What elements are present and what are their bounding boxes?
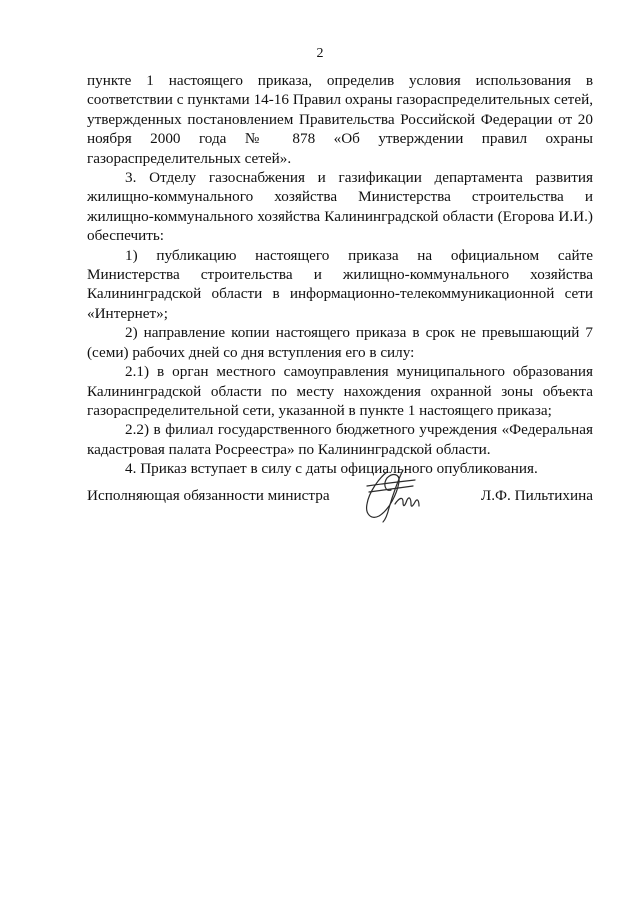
paragraph-subitem-2: 2) направление копии настоящего приказа в срок не превышающий 7 (семи) рабочих дней со дня вступления его в силу: xyxy=(87,324,593,361)
paragraph-continuation: пункте 1 настоящего приказа, определив условия использования в соответствии с пунктами 14-16 Правил охраны газораспределительных сетей, утвержденных постановлением Правительства Российской Федерации от 20 ноября 2000 года № 878 «Об утверждении правил охраны газораспределительных сетей». xyxy=(87,72,593,167)
page-number: 2 xyxy=(316,46,324,61)
paragraph-subitem-1: 1) публикацию настоящего приказа на официальном сайте Министерства строительства и жилищно-коммунального хозяйства Калининградской области в информационно-телекоммуникационной сети «Интернет»; xyxy=(87,246,593,322)
paragraph-item-3: 3. Отделу газоснабжения и газификации департамента развития жилищно-коммунального хозяйства Министерства строительства и жилищно-коммунального хозяйства Калининградской области (Егорова И.И.) обеспечить: xyxy=(87,169,593,245)
signatory-title: Исполняющая обязанности министра xyxy=(87,487,330,504)
paragraph-item-4: 4. Приказ вступает в силу с даты официального опубликования. xyxy=(125,460,538,478)
signatory-name: Л.Ф. Пильтихина xyxy=(480,487,593,504)
signature-block xyxy=(87,464,593,534)
handwritten-signature xyxy=(359,464,425,526)
document-body xyxy=(87,71,593,479)
paragraph-subitem-2-1: 2.1) в орган местного самоуправления муниципального образования Калининградской области по месту нахождения охранной зоны объекта газораспределительной сети, указанной в пункте 1 настоящего приказа; xyxy=(87,363,593,419)
paragraph-subitem-2-2: 2.2) в филиал государственного бюджетного учреждения «Федеральная кадастровая палата Росреестра» по Калининградской области. xyxy=(87,421,593,458)
